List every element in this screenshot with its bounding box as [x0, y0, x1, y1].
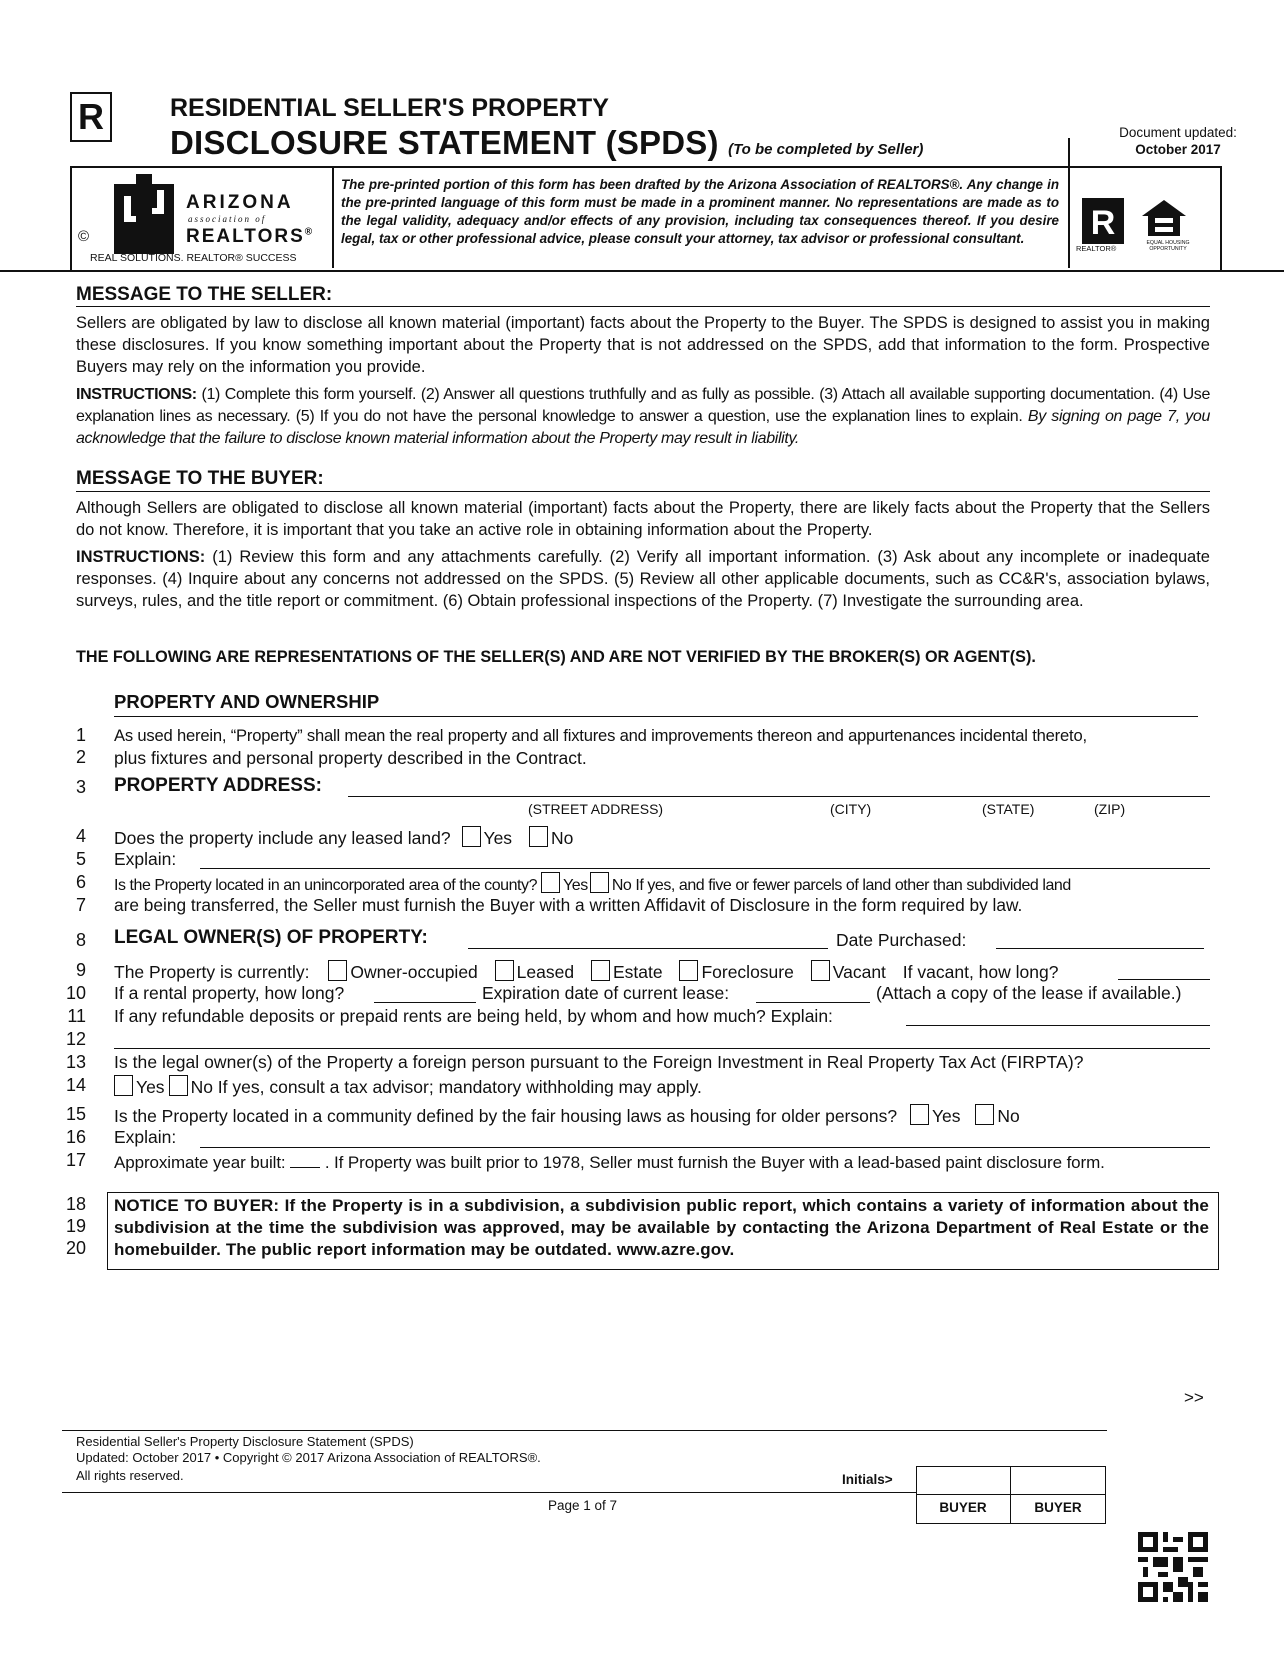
property-definition-line1: As used herein, “Property” shall mean the real property and all fixtures and improvements thereon and appurtenances incidental thereto, [114, 726, 1087, 745]
legal-owner-label: LEGAL OWNER(S) OF PROPERTY: [114, 927, 428, 948]
footer-info [76, 1434, 541, 1484]
attach-lease-note: (Attach a copy of the lease if available.) [876, 983, 1182, 1003]
disclaimer-text: The pre-printed portion of this form has been drafted by the Arizona Association of REALTORS®. Any change in the pre-printed language of this form must be made in a prominent manner. No representations are made as to the legal validity, adequacy and/or effects of any provision, including tax consequences thereof. If you desire legal, tax or other professional advice, please consult your attorney, tax advisor or professional consultant. [341, 177, 1059, 246]
line-number: 1 [75, 725, 86, 745]
line-number: 15 [65, 1104, 86, 1124]
property-ownership-heading: PROPERTY AND OWNERSHIP [114, 691, 380, 712]
line-number: 2 [75, 747, 86, 767]
footer-bottom-rule [62, 1492, 916, 1493]
line-number: 17 [65, 1150, 86, 1170]
no-label: No [550, 828, 574, 848]
logo-association: association of [188, 214, 267, 224]
firpta-question: Is the legal owner(s) of the Property a foreign person pursuant to the Foreign Investment in Real Property Tax Act (FIRPTA)? [114, 1052, 1084, 1072]
footer-copyright: Updated: October 2017 • Copyright © 2017 Arizona Association of REALTORS®. [76, 1450, 541, 1465]
line-number: 5 [75, 849, 86, 869]
initials-divider [1010, 1466, 1011, 1524]
leased-land-no-checkbox[interactable] [529, 826, 548, 847]
logo-realtors: REALTORS® [186, 226, 315, 247]
seller-heading-rule [76, 306, 1210, 307]
document-updated-label: Document updated: [1119, 125, 1237, 140]
yes-label: Yes [563, 877, 588, 894]
yes-label: Yes [483, 828, 513, 848]
owner-occupied-label: Owner-occupied [350, 962, 478, 982]
footer-top-rule [62, 1430, 1107, 1431]
deposits-explain-input[interactable] [906, 1025, 1210, 1026]
leased-label: Leased [516, 962, 575, 982]
form-title-line1: RESIDENTIAL SELLER'S PROPERTY [170, 94, 609, 122]
arizona-realtors-logo [90, 170, 320, 266]
svg-text:R: R [1090, 204, 1116, 241]
no-label: No [997, 1106, 1020, 1126]
seller-instructions-liability: By signing on page 7, you acknowledge that the failure to disclose known material information about the Property may result in liability. [76, 408, 1210, 447]
buyer2-initials-input[interactable] [1012, 1468, 1102, 1492]
explain-label: Explain: [114, 849, 177, 869]
realtor-r-badge: R [70, 92, 112, 142]
yes-label: Yes [136, 1077, 165, 1097]
buyer-instructions-body: (1) Review this form and any attachments carefully. (2) Verify all important information. (3) Ask about any incomplete or inadequate responses. (4) Inquire about any concerns not addressed on the SPDS. (5) Review all other applicable documents, such as CC&R's, association bylaws, surveys, rules, and the title report or commitment. (6) Obtain professional inspections of the Property. (7) Investigate the surrounding area. [76, 548, 1210, 610]
form-title-line2 [170, 124, 923, 162]
foreclosure-checkbox[interactable] [679, 960, 698, 981]
lead-paint-note: . If Property was built prior to 1978, Seller must furnish the Buyer with a lead-based paint disclosure form. [324, 1153, 1105, 1172]
line-number: 20 [65, 1238, 86, 1258]
leased-land-explain-input[interactable] [200, 868, 1210, 869]
lease-expiration-label: Expiration date of current lease: [482, 983, 730, 1003]
city-caption: (CITY) [830, 801, 872, 817]
seller-instructions-label: INSTRUCTIONS: [76, 386, 197, 403]
line-number: 16 [65, 1127, 86, 1147]
estate-label: Estate [612, 962, 663, 982]
rental-how-long-label: If a rental property, how long? [114, 983, 345, 1003]
older-persons-question [114, 1104, 1020, 1127]
line-number: 12 [65, 1029, 86, 1049]
seller-message-text: Sellers are obligated by law to disclose all known material (important) facts about the Property to the Buyer. The SPDS is designed to assist you in making these disclosures. If you know something important about the Property that is not addressed on the SPDS, add that information to the form. Prospective Buyers may rely on the information you provide. [76, 314, 1210, 376]
vacant-label: Vacant [832, 962, 886, 982]
leased-land-yes-checkbox[interactable] [462, 826, 481, 847]
next-page-indicator: >> [1184, 1388, 1204, 1407]
estate-checkbox[interactable] [591, 960, 610, 981]
year-built-line [114, 1150, 1105, 1173]
explain-label: Explain: [114, 1127, 177, 1147]
line-number: 9 [75, 960, 86, 980]
line-number: 19 [65, 1216, 86, 1236]
date-purchased-label: Date Purchased: [836, 930, 967, 950]
older-persons-no-checkbox[interactable] [975, 1104, 994, 1125]
property-address-label: PROPERTY ADDRESS: [114, 775, 322, 796]
cactus-icon [114, 174, 174, 254]
qr-code-icon [1138, 1532, 1208, 1602]
firpta-yes-checkbox[interactable] [114, 1075, 133, 1096]
form-title-main: DISCLOSURE STATEMENT (SPDS) [170, 124, 719, 161]
page-number: Page 1 of 7 [548, 1498, 618, 1513]
deposits-explain-line2[interactable] [114, 1048, 1210, 1049]
firpta-answer [114, 1075, 702, 1098]
footer-form-name: Residential Seller's Property Disclosure Statement (SPDS) [76, 1434, 414, 1449]
line-number: 13 [65, 1052, 86, 1072]
legal-owner-input[interactable] [468, 948, 828, 949]
line-number: 3 [75, 777, 86, 797]
initials-hline [916, 1494, 1106, 1495]
header-divider-right [1068, 138, 1070, 268]
zip-caption: (ZIP) [1094, 801, 1126, 817]
unincorporated-text: Is the Property located in an unincorporated area of the county? [114, 877, 538, 894]
unincorporated-tail: No If yes, and five or fewer parcels of land other than subdivided land [611, 877, 1071, 894]
notice-to-buyer: NOTICE TO BUYER: If the Property is in a subdivision, a subdivision public report, which contains a variety of information about the subdivision at the time the subdivision was approved, may be available by contacting the Arizona Department of Real Estate or the homebuilder. The public report information may be outdated. www.azre.gov. [114, 1196, 1209, 1259]
form-title-subtitle: (To be completed by Seller) [728, 141, 924, 158]
buyer2-label: BUYER [1034, 1500, 1082, 1515]
firpta-no-checkbox[interactable] [169, 1075, 188, 1096]
logo-arizona: ARIZONA [186, 192, 294, 213]
copyright-symbol: © [78, 228, 90, 245]
document-updated-date: October 2017 [1135, 142, 1221, 157]
foreclosure-label: Foreclosure [701, 962, 794, 982]
buyer-message-text: Although Sellers are obligated to disclose all known material (important) facts about the Property, there are likely facts about the Property that the Sellers do not know. Therefore, it is important that you take an active role in obtaining information about the Property. [76, 499, 1210, 539]
year-built-input[interactable] [290, 1150, 320, 1168]
footer-rights: All rights reserved. [76, 1468, 184, 1483]
section-heading-rule [114, 716, 1198, 717]
older-persons-yes-checkbox[interactable] [910, 1104, 929, 1125]
buyer-instructions-label: INSTRUCTIONS: [76, 548, 206, 566]
realtor-logo-label: REALTOR® [1076, 244, 1117, 253]
line-number: 11 [67, 1006, 86, 1026]
header-divider-left [332, 168, 334, 268]
leased-land-text: Does the property include any leased land? [114, 828, 451, 848]
year-built-label: Approximate year built: [114, 1153, 286, 1172]
unincorporated-question [114, 872, 1071, 895]
header-bottom-rule [0, 270, 1284, 272]
line-number: 6 [75, 872, 86, 892]
line-number: 8 [75, 930, 86, 950]
property-status-label: The Property is currently: [114, 962, 310, 982]
leased-checkbox[interactable] [495, 960, 514, 981]
vacant-how-long-label: If vacant, how long? [902, 962, 1059, 982]
buyer1-label: BUYER [939, 1500, 987, 1515]
buyer1-initials-input[interactable] [918, 1468, 1008, 1492]
lease-expiration-input[interactable] [756, 1002, 870, 1003]
vacant-how-long-input[interactable] [1118, 979, 1210, 980]
buyer-instructions [76, 546, 1210, 612]
older-persons-text: Is the Property located in a community defined by the fair housing laws as housing for older persons? [114, 1106, 898, 1126]
equal-housing-icon [1140, 198, 1188, 238]
date-purchased-input[interactable] [996, 948, 1204, 949]
buyer-message-heading: MESSAGE TO THE BUYER: [76, 468, 324, 489]
document-updated [1070, 124, 1284, 158]
equal-housing-label: EQUAL HOUSING OPPORTUNITY [1146, 240, 1190, 252]
line-number: 18 [65, 1194, 86, 1214]
street-address-caption: (STREET ADDRESS) [528, 801, 664, 817]
realtor-logo-icon [1082, 198, 1124, 244]
property-address-input[interactable] [348, 796, 1210, 797]
seller-instructions [76, 384, 1210, 450]
affidavit-line: are being transferred, the Seller must furnish the Buyer with a written Affidavit of Disclosure in the form required by law. [114, 895, 1023, 915]
property-status-line [114, 960, 1058, 983]
representations-statement: THE FOLLOWING ARE REPRESENTATIONS OF THE SELLER(S) AND ARE NOT VERIFIED BY THE BROKER(S) OR AGENT(S). [76, 648, 1036, 666]
leased-land-question [114, 826, 573, 849]
vacant-checkbox[interactable] [811, 960, 830, 981]
line-number: 10 [65, 983, 86, 1003]
older-persons-explain-input[interactable] [200, 1147, 1210, 1148]
unincorporated-no-checkbox[interactable] [590, 872, 609, 893]
line-number: 4 [75, 826, 86, 846]
yes-label: Yes [931, 1106, 961, 1126]
rental-how-long-input[interactable] [374, 1002, 476, 1003]
property-definition-line2: plus fixtures and personal property described in the Contract. [114, 748, 587, 768]
logo-tagline: REAL SOLUTIONS. REALTOR® SUCCESS [90, 252, 297, 264]
owner-occupied-checkbox[interactable] [328, 960, 347, 981]
firpta-tail: No If yes, consult a tax advisor; mandatory withholding may apply. [190, 1077, 702, 1097]
line-number: 14 [65, 1075, 86, 1095]
initials-label: Initials> [842, 1472, 893, 1487]
line-number: 7 [75, 895, 86, 915]
state-caption: (STATE) [982, 801, 1035, 817]
buyer-heading-rule [76, 491, 1210, 492]
seller-message-heading: MESSAGE TO THE SELLER: [76, 284, 333, 305]
seller-instructions-body: (1) Complete this form yourself. (2) Answer all questions truthfully and as fully as possible. (3) Attach all available supporting documentation. (4) Use explanation lines as necessary. (5) If you do not have the personal knowledge to answer a question, use the explanation lines to explain. [76, 386, 1210, 425]
unincorporated-yes-checkbox[interactable] [541, 872, 560, 893]
deposits-question: If any refundable deposits or prepaid rents are being held, by whom and how much? Explain: [114, 1006, 833, 1026]
